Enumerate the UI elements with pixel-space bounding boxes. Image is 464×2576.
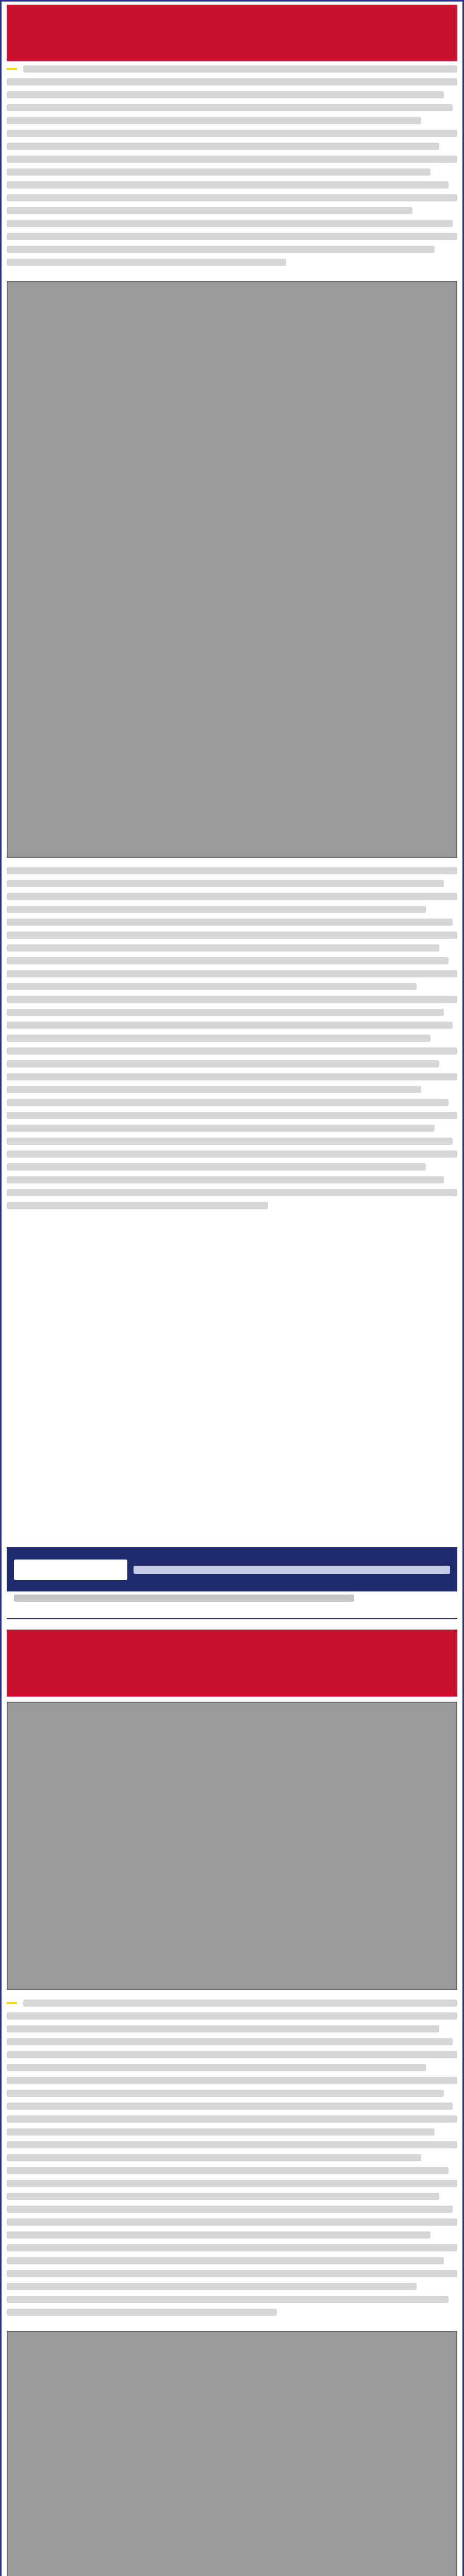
text-line	[7, 1073, 457, 1080]
masthead-1-tagline	[7, 1591, 457, 1618]
text-line	[7, 194, 457, 201]
text-line	[7, 207, 412, 214]
article-1-photo	[7, 281, 457, 858]
text-line	[7, 220, 453, 227]
text-line	[7, 2309, 277, 2316]
text-line	[7, 2257, 444, 2264]
text-line	[7, 259, 286, 266]
text-line	[7, 2218, 457, 2226]
text-line	[7, 996, 457, 1003]
text-line	[7, 1176, 444, 1183]
masthead-1-tagline-line	[14, 1595, 354, 1602]
article-2-photo-1	[7, 1702, 457, 1990]
text-line	[7, 2064, 426, 2071]
text-line	[7, 1035, 430, 1042]
article-1	[7, 5, 457, 1504]
article-2-dateline-row	[7, 1999, 457, 2007]
text-line	[7, 957, 449, 964]
text-line	[23, 1999, 457, 2007]
text-line	[7, 2025, 439, 2032]
text-line	[7, 1099, 449, 1106]
text-line	[7, 893, 457, 900]
text-line	[7, 1189, 457, 1196]
text-line	[7, 91, 444, 98]
text-line	[7, 2103, 453, 2110]
text-line	[7, 1163, 426, 1171]
text-line	[7, 1150, 457, 1158]
text-line	[7, 2012, 457, 2020]
text-line	[7, 104, 453, 111]
text-line	[7, 1202, 268, 1209]
text-line	[7, 2167, 449, 2174]
text-line	[7, 78, 457, 86]
text-line	[7, 1086, 421, 1093]
text-line	[7, 2270, 457, 2277]
text-line	[23, 65, 457, 73]
text-line	[7, 1009, 444, 1016]
article-1-dateline	[7, 68, 17, 70]
text-line	[7, 880, 444, 887]
article-2-dateline	[7, 2002, 17, 2004]
text-line	[7, 2283, 417, 2290]
text-line	[7, 1022, 453, 1029]
text-line	[7, 2193, 439, 2200]
text-line	[7, 246, 435, 253]
text-line	[7, 2038, 453, 2045]
text-line	[7, 233, 457, 240]
text-line	[7, 2244, 457, 2251]
text-line	[7, 2090, 444, 2097]
text-line	[7, 2180, 457, 2187]
text-line	[7, 1047, 457, 1055]
text-line	[7, 2231, 430, 2239]
text-line	[7, 906, 426, 913]
text-line	[7, 2077, 457, 2084]
text-line	[7, 970, 457, 977]
masthead-1-row	[7, 1548, 457, 1591]
text-line	[7, 1138, 453, 1145]
text-line	[7, 168, 430, 176]
text-line	[7, 2154, 421, 2161]
article-2-body-top	[7, 1995, 457, 2326]
text-line	[7, 2128, 435, 2136]
text-line	[7, 867, 457, 874]
text-line	[7, 117, 421, 124]
text-line	[7, 156, 457, 163]
text-line	[7, 2206, 453, 2213]
text-line	[7, 983, 417, 990]
masthead-1-logo	[14, 1560, 127, 1580]
text-line	[7, 931, 457, 939]
text-line	[7, 2115, 457, 2123]
text-line	[7, 919, 453, 926]
article-1-headline-banner	[7, 5, 457, 61]
text-line	[7, 2051, 457, 2058]
text-line	[7, 2141, 457, 2148]
text-line	[7, 143, 439, 150]
text-line	[7, 944, 439, 952]
text-line	[7, 1125, 435, 1132]
article-1-dateline-row	[7, 65, 457, 73]
article-2	[7, 1630, 457, 2576]
masthead-1-contact	[134, 1566, 450, 1574]
text-line	[7, 1112, 457, 1119]
masthead-1	[7, 1547, 457, 1619]
text-line	[7, 2296, 449, 2303]
article-1-body-bottom	[7, 863, 457, 1219]
text-line	[7, 130, 457, 137]
text-line	[7, 1060, 439, 1067]
text-line	[7, 181, 449, 189]
article-2-headline-banner	[7, 1630, 457, 1697]
article-1-body-top	[7, 61, 457, 276]
article-2-photo-2	[7, 2331, 457, 2576]
